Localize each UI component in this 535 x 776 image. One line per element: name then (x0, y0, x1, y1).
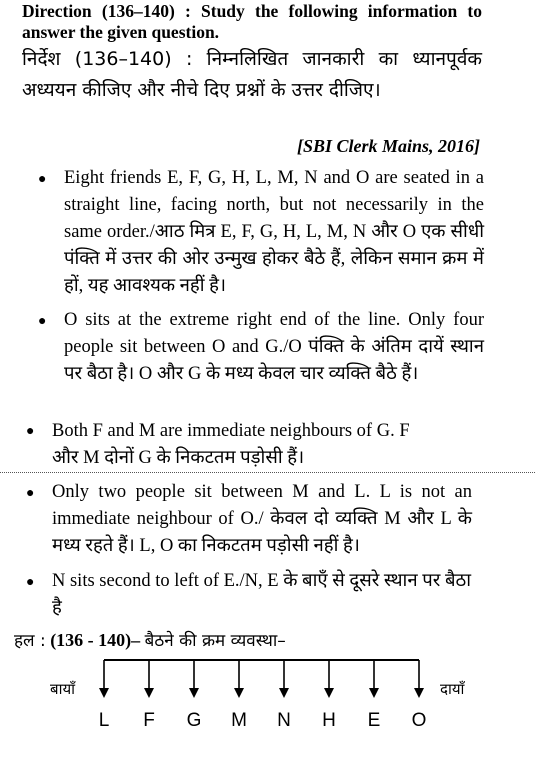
statement-2: O sits at the extreme right end of the line. Only four people sit between O and G./O पंक्ति के अंतिम दायें स्थान पर बैठा है। O और G के मध्य केवल चार व्यक्ति बैठे हैं। (64, 310, 484, 384)
right-label: दायाँ (440, 680, 465, 698)
seat-arrow-head-icon (189, 688, 199, 698)
seat-letter: H (322, 710, 336, 731)
solution-title: बैठने की क्रम व्यवस्था– (144, 631, 286, 651)
seat-arrow-head-icon (234, 688, 244, 698)
seating-diagram (0, 650, 535, 776)
solution-label: हल : (14, 631, 46, 651)
seat-letter: O (411, 710, 427, 731)
bullet-icon: ● (38, 172, 47, 187)
solution-heading (14, 628, 286, 651)
seat-letter: L (98, 710, 110, 731)
seat-arrow-head-icon (279, 688, 289, 698)
seat-letter: N (277, 710, 291, 731)
statement-5: N sits second to left of E./N, E के बाएँ से दूसरे स्थान पर बैठा है (52, 571, 472, 618)
seat-letter: F (143, 710, 155, 731)
seat-arrow-head-icon (324, 688, 334, 698)
section-divider (0, 472, 535, 473)
statement-1: Eight friends E, F, G, H, L, M, N and O are seated in a straight line, facing north, but not necessarily in the same order./आठ मित्र E, F, G, H, L, M, N और O एक सीधी पंक्ति में उत्तर की ओर उन्मुख होकर बैठे हैं, लेकिन समान क्रम में हों, यह आवश्यक नहीं है। (64, 168, 484, 296)
bullet-icon: ● (26, 575, 35, 590)
seat-arrow-head-icon (99, 688, 109, 698)
bullet-icon: ● (26, 486, 35, 501)
solution-range: (136 - 140)– (50, 630, 141, 650)
seat-letter: G (186, 710, 202, 731)
seat-arrow-head-icon (144, 688, 154, 698)
direction-english: Direction (136–140) : Study the following information to answer the given question. (22, 1, 482, 42)
statement-4: Only two people sit between M and L. L is not an immediate neighbour of O./ केवल दो व्यक्ति M और L के मध्य रहते हैं। L, O का निकटतम पड़ोसी नहीं है। (52, 482, 472, 556)
seat-letter: E (367, 710, 381, 731)
bullet-icon: ● (38, 314, 47, 329)
seat-arrow-head-icon (414, 688, 424, 698)
source-citation: [SBI Clerk Mains, 2016] (296, 136, 480, 156)
bullet-icon: ● (26, 424, 35, 439)
seat-arrow-head-icon (369, 688, 379, 698)
left-label: बायाँ (50, 680, 76, 698)
direction-hindi: निर्देश (136–140) : निम्नलिखित जानकारी का ध्यानपूर्वक अध्ययन कीजिए और नीचे दिए प्रश्नों के उत्तर दीजिए। (22, 48, 482, 101)
statement-3: Both F and M are immediate neighbours of G. F और M दोनों G के निकटतम पड़ोसी हैं। (52, 421, 410, 468)
seat-letter: M (231, 710, 247, 731)
